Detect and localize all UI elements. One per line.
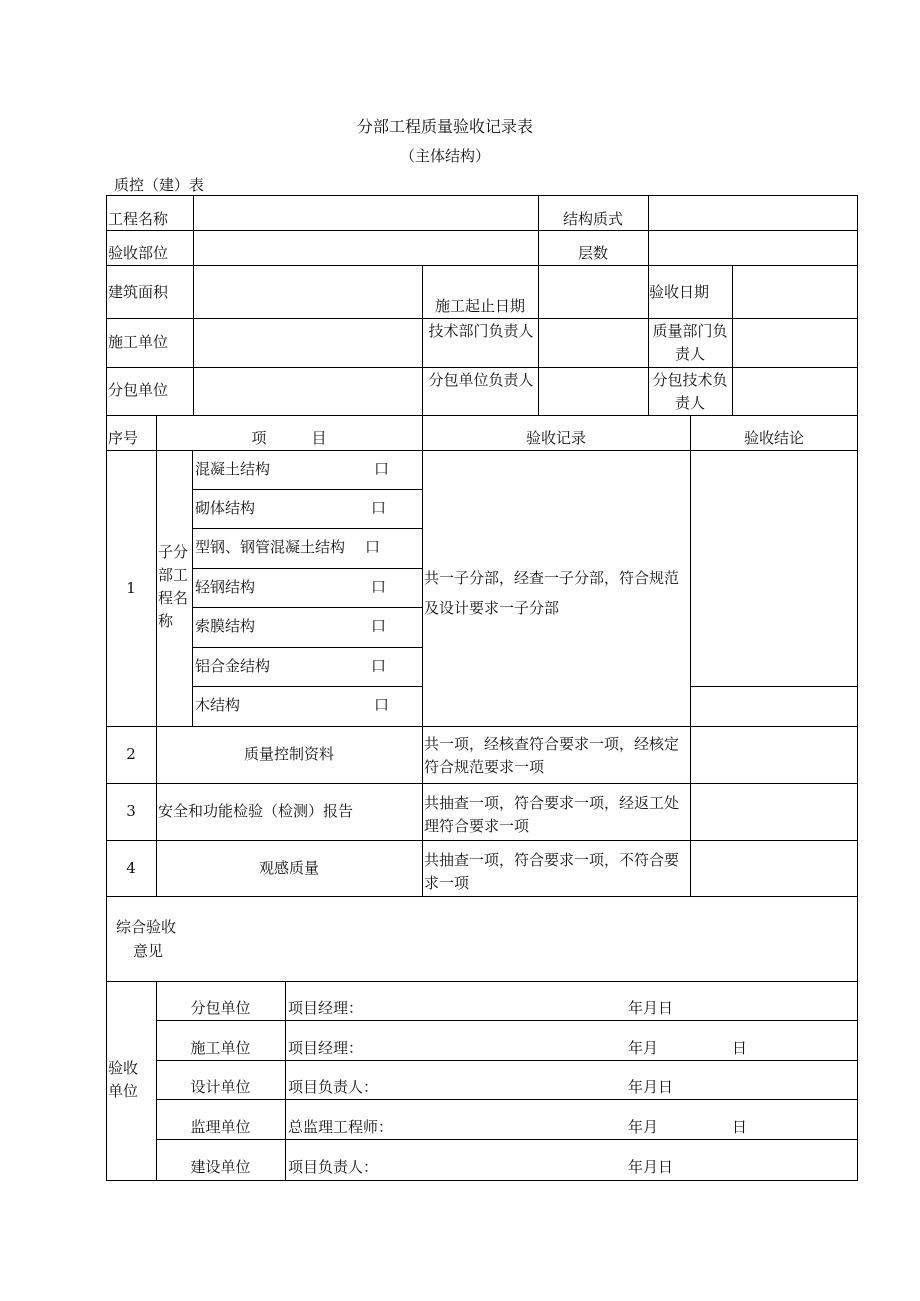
overall-label-line1: 综合验收 — [116, 918, 177, 936]
acceptance-date-label: 验收日期 — [649, 283, 710, 301]
subitem-name: 铝合金结构 — [195, 657, 271, 675]
unit-name: 建设单位 — [190, 1158, 251, 1176]
unit-role: 项目负责人： — [288, 1078, 379, 1096]
subitem-name: 混凝土结构 — [195, 460, 271, 478]
border-left — [106, 195, 107, 1181]
acceptance-part-label: 验收部位 — [108, 244, 169, 262]
row2-seq: 2 — [126, 745, 136, 763]
rule — [106, 840, 858, 841]
unit-date: 年月日 — [628, 999, 674, 1017]
rule — [106, 896, 858, 897]
row2-record: 共一项，经核查符合要求一项，经核定符合规范要求一项 — [424, 735, 680, 776]
rule — [106, 415, 858, 416]
subitem-checkbox[interactable]: 口 — [365, 538, 381, 556]
rule — [193, 195, 194, 415]
building-area-label: 建筑面积 — [108, 283, 169, 301]
unit-day: 日 — [732, 1039, 748, 1057]
rule — [106, 230, 858, 231]
unit-name: 监理单位 — [190, 1118, 251, 1136]
rule — [192, 686, 422, 687]
acceptance-form-table — [106, 195, 858, 1181]
subitem-name: 木结构 — [195, 696, 241, 714]
row2-item: 质量控制资料 — [243, 745, 334, 763]
rule — [648, 195, 649, 265]
rule — [156, 415, 157, 896]
border-right — [857, 195, 858, 1181]
rule — [106, 783, 858, 784]
contractor-label: 施工单位 — [108, 333, 169, 351]
row1-seq: 1 — [126, 579, 136, 597]
sub-unit-head-label: 分包单位负责人 — [428, 371, 534, 389]
rule — [192, 607, 422, 608]
unit-role: 项目负责人： — [288, 1158, 379, 1176]
header-conclusion: 验收结论 — [743, 429, 804, 447]
header-record: 验收记录 — [525, 429, 586, 447]
row4-seq: 4 — [126, 859, 136, 877]
quality-dept-head-label: 质量部门负责人 — [652, 322, 728, 363]
overall-label-line2: 意见 — [133, 942, 164, 960]
rule — [156, 1060, 858, 1061]
rule — [156, 1020, 858, 1021]
unit-role: 总监理工程师： — [288, 1118, 394, 1136]
subitem-checkbox[interactable]: 口 — [371, 578, 387, 596]
rule — [285, 981, 286, 1180]
unit-date: 年月日 — [628, 1158, 674, 1176]
page-title: 分部工程质量验收记录表 — [356, 117, 533, 136]
rule — [732, 265, 733, 415]
row3-record: 共抽查一项，符合要求一项，经返工处理符合要求一项 — [424, 794, 680, 835]
rule — [106, 367, 858, 368]
header-seq: 序号 — [108, 429, 139, 447]
rule — [156, 1099, 858, 1100]
border-top — [106, 195, 858, 196]
rule — [192, 450, 193, 726]
page-subtitle: （主体结构） — [399, 147, 490, 165]
rule — [690, 415, 691, 896]
unit-name: 分包单位 — [190, 999, 251, 1017]
floors-label: 层数 — [577, 244, 608, 262]
unit-role: 项目经理： — [288, 1039, 364, 1057]
rule — [192, 568, 422, 569]
rule — [192, 489, 422, 490]
units-group-label: 验收单位 — [108, 1059, 139, 1100]
header-item: 项 目 — [251, 429, 327, 447]
rule — [106, 318, 858, 319]
subitem-name: 型钢、钢管混凝土结构 — [195, 538, 346, 556]
subitem-checkbox[interactable]: 口 — [371, 657, 387, 675]
rule — [192, 528, 422, 529]
row4-record: 共抽查一项，符合要求一项，不符合要求一项 — [424, 851, 680, 892]
rule — [156, 1139, 858, 1140]
subitem-name: 索膜结构 — [195, 617, 256, 635]
unit-role: 项目经理： — [288, 999, 364, 1017]
subitem-name: 轻钢结构 — [195, 578, 256, 596]
subitem-checkbox[interactable]: 口 — [371, 499, 387, 517]
rule — [106, 726, 858, 727]
subcontractor-label: 分包单位 — [108, 381, 169, 399]
unit-date: 年月 — [628, 1039, 659, 1057]
rule — [192, 647, 422, 648]
unit-date: 年月日 — [628, 1078, 674, 1096]
rule — [422, 265, 423, 415]
sub-tech-head-label: 分包技术负责人 — [652, 371, 728, 412]
project-name-label: 工程名称 — [108, 210, 169, 228]
rule — [690, 686, 858, 687]
subitem-checkbox[interactable]: 口 — [371, 617, 387, 635]
tech-dept-head-label: 技术部门负责人 — [428, 322, 534, 340]
unit-day: 日 — [732, 1118, 748, 1136]
rule — [422, 415, 423, 896]
row1-group-label: 子分部工程名称 — [158, 543, 189, 630]
subitem-checkbox[interactable]: 口 — [374, 460, 390, 478]
row3-seq: 3 — [126, 802, 136, 820]
row4-item: 观感质量 — [258, 859, 319, 877]
rule — [106, 450, 858, 451]
rule — [106, 265, 858, 266]
form-code: 质控（建）表 — [114, 176, 205, 194]
unit-name: 施工单位 — [190, 1039, 251, 1057]
rule — [106, 981, 858, 982]
row1-record: 共一子分部，经查一子分部，符合规范及设计要求一子分部 — [424, 569, 680, 617]
rule — [538, 265, 539, 415]
construction-dates-label: 施工起止日期 — [434, 297, 525, 315]
subitem-name: 砌体结构 — [195, 499, 256, 517]
unit-date: 年月 — [628, 1118, 659, 1136]
border-bottom — [106, 1180, 858, 1181]
row3-item: 安全和功能检验（检测）报告 — [158, 802, 354, 820]
unit-name: 设计单位 — [190, 1078, 251, 1096]
subitem-checkbox[interactable]: 口 — [374, 696, 390, 714]
structure-type-label: 结构质式 — [562, 210, 623, 228]
